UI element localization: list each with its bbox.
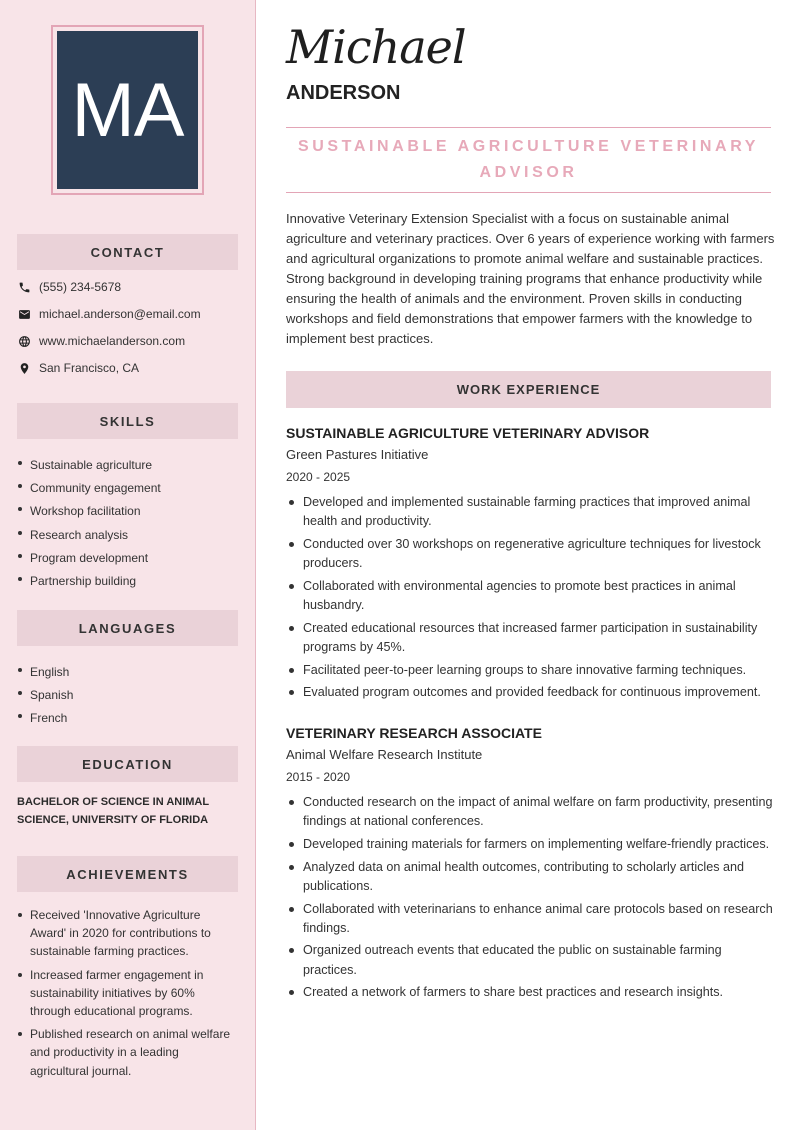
contact-email bbox=[17, 307, 201, 321]
job-dates: 2020 - 2025 bbox=[286, 470, 351, 484]
contact-location bbox=[17, 361, 139, 375]
job-bullet: Facilitated peer-to-peer learning groups to share innovative farming techniques. bbox=[286, 661, 776, 680]
languages-heading: LANGUAGES bbox=[17, 610, 238, 646]
language-item: French bbox=[17, 707, 238, 730]
phone-icon bbox=[17, 280, 31, 294]
first-name: Michael bbox=[286, 20, 466, 74]
sidebar bbox=[0, 0, 256, 1130]
education-heading: EDUCATION bbox=[17, 746, 238, 782]
email-icon bbox=[17, 307, 31, 321]
job-bullet: Organized outreach events that educated the public on sustainable farming practices. bbox=[286, 941, 776, 979]
skill-item: Workshop facilitation bbox=[17, 500, 238, 523]
contact-heading: CONTACT bbox=[17, 234, 238, 270]
job-bullet: Developed training materials for farmers on implementing welfare-friendly practices. bbox=[286, 835, 776, 854]
job-bullet: Created educational resources that increased farmer participation in sustainability programs by 45%. bbox=[286, 619, 776, 657]
achievement-item: Published research on animal welfare and productivity in a leading agricultural journal. bbox=[17, 1025, 238, 1080]
achievement-item: Increased farmer engagement in sustainability initiatives by 60% through educational programs. bbox=[17, 966, 238, 1021]
job-role: SUSTAINABLE AGRICULTURE VETERINARY ADVISOR bbox=[286, 425, 650, 441]
summary: Innovative Veterinary Extension Specialist with a focus on sustainable animal agriculture and veterinary practices. Over 6 years of experience working with farmers and agricultural organizations to promote animal welfare and sustainable practices. Strong background in developing training programs that enhance productivity while ensuring the health of animals and the environment. Proven skills in conducting workshops and field demonstrations that empower farmers with the knowledge to implement best practices. bbox=[286, 211, 775, 346]
job-bullet: Conducted research on the impact of animal welfare on farm productivity, presenting findings at national conferences. bbox=[286, 793, 776, 831]
job-bullet: Collaborated with environmental agencies to promote best practices in animal husbandry. bbox=[286, 577, 776, 615]
monogram-frame bbox=[51, 25, 204, 195]
achievement-item: Received 'Innovative Agriculture Award' in 2020 for contributions to sustainable farming practices. bbox=[17, 906, 238, 961]
location-text: San Francisco, CA bbox=[39, 361, 140, 375]
location-pin-icon bbox=[17, 361, 31, 375]
phone-text: (555) 234-5678 bbox=[39, 280, 122, 294]
contact-website bbox=[17, 334, 185, 348]
skill-item: Research analysis bbox=[17, 524, 238, 547]
skill-item: Partnership building bbox=[17, 570, 238, 593]
skill-item: Program development bbox=[17, 547, 238, 570]
contact-phone bbox=[17, 280, 121, 294]
achievements-list bbox=[17, 906, 238, 1085]
job-bullet: Analyzed data on animal health outcomes, contributing to scholarly articles and publications. bbox=[286, 858, 776, 896]
job-bullet: Conducted over 30 workshops on regenerative agriculture techniques for livestock producers. bbox=[286, 535, 776, 573]
main-content bbox=[256, 0, 800, 1130]
work-experience-heading: WORK EXPERIENCE bbox=[286, 371, 771, 408]
job-bullets bbox=[286, 493, 776, 703]
achievements-heading: ACHIEVEMENTS bbox=[17, 856, 238, 892]
job-organization: Animal Welfare Research Institute bbox=[286, 747, 483, 762]
skill-item: Sustainable agriculture bbox=[17, 454, 238, 477]
job-bullet: Developed and implemented sustainable farming practices that improved animal health and productivity. bbox=[286, 493, 776, 531]
job-role: VETERINARY RESEARCH ASSOCIATE bbox=[286, 725, 542, 741]
job-bullet: Collaborated with veterinarians to enhance animal care protocols based on research findings. bbox=[286, 900, 776, 938]
job-bullet: Created a network of farmers to share best practices and research insights. bbox=[286, 983, 776, 1002]
email-text[interactable]: michael.anderson@email.com bbox=[39, 307, 201, 321]
monogram-text: MA bbox=[71, 67, 184, 153]
skills-heading: SKILLS bbox=[17, 403, 238, 439]
job-entry bbox=[286, 722, 776, 1006]
language-item: English bbox=[17, 661, 238, 684]
skill-item: Community engagement bbox=[17, 477, 238, 500]
skills-list bbox=[17, 454, 238, 593]
website-text[interactable]: www.michaelanderson.com bbox=[39, 334, 186, 348]
job-entry bbox=[286, 422, 776, 706]
job-organization: Green Pastures Initiative bbox=[286, 447, 429, 462]
languages-list bbox=[17, 661, 238, 730]
job-title: SUSTAINABLE AGRICULTURE VETERINARY ADVISOR bbox=[297, 138, 760, 181]
language-item: Spanish bbox=[17, 684, 238, 707]
title-rule-bottom bbox=[286, 192, 771, 193]
job-bullets bbox=[286, 793, 776, 1003]
education-degree: BACHELOR OF SCIENCE IN ANIMAL SCIENCE, UNIVERSITY OF FLORIDA bbox=[17, 796, 209, 826]
globe-icon bbox=[17, 334, 31, 348]
job-dates: 2015 - 2020 bbox=[286, 770, 351, 784]
job-bullet: Evaluated program outcomes and provided feedback for continuous improvement. bbox=[286, 683, 776, 702]
last-name: ANDERSON bbox=[286, 82, 401, 104]
monogram bbox=[57, 31, 198, 189]
title-rule-top bbox=[286, 127, 771, 128]
